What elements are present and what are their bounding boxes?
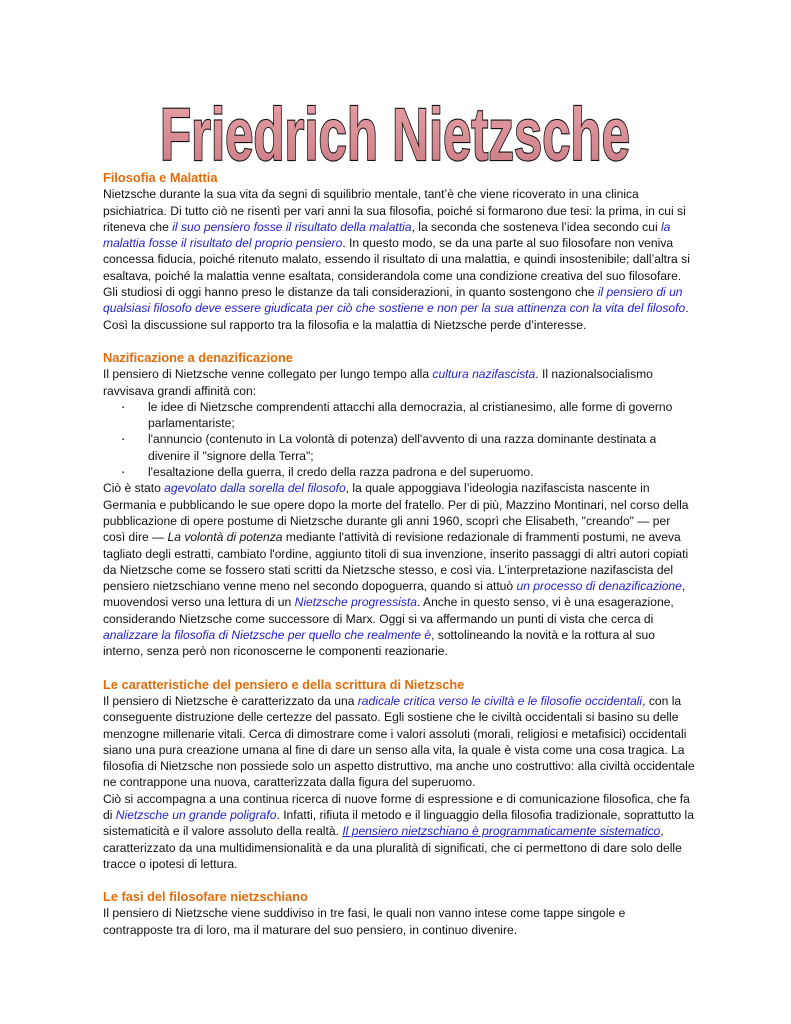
highlight-text: agevolato dalla sorella del filosofo — [164, 481, 346, 496]
title-banner — [0, 80, 791, 176]
text-run: . Anche in questo senso, vi è una esagerazione, considerando Nietzsche come successore di Marx. Oggi si va affermando un punti di vista che cerca di — [103, 595, 674, 626]
section-heading: Le fasi del filosofare nietzschiano — [103, 889, 308, 905]
highlight-text: analizzare la filosofia di Nietzsche per quello che realmente è — [103, 628, 432, 643]
highlight-text: Il pensiero nietzschiano è programmaticamente sistematico — [342, 824, 661, 839]
highlight-text: cultura nazifascista — [432, 367, 536, 382]
text-run: . Il nazionalsocialismo ravvisava grandi affinità con: — [103, 367, 653, 398]
section-heading: Nazificazione a denazificazione — [103, 349, 293, 365]
text-run: . Così la discussione sul rapporto tra la filosofia e la malattia di Nietzsche perde d’interesse. — [103, 301, 689, 332]
text-run: , sottolineando la novità e la rottura al suo interno, senza però non riconoscerne le componenti reazionarie. — [103, 628, 655, 659]
paragraph — [103, 693, 695, 791]
paragraph: Il pensiero di Nietzsche viene suddiviso in tre fasi, le quali non vanno intese come tappe singole e contrapposte tra di loro, ma il maturare del suo pensiero, in continuo divenire. — [103, 906, 626, 937]
text-run: , con la conseguente distruzione delle certezze del passato. Egli sostiene che le civiltà occidentali si basino su delle menzogne millenarie vitali. Cerca di dimostrare come i valori assoluti (morali, religiosi e metafisici) occidentali siano una pura creazione umana al fine di dare un senso alla vita, la quale è vista come una cosa tragica. La filosofia di Nietzsche non possiede solo un aspetto distruttivo, ma anche uno costruttivo: alla civiltà occidentale ne contrappone una nuova, caratterizzata dalla figura del superuomo. — [103, 693, 695, 790]
page-title: Friedrich Nietzsche — [160, 93, 630, 176]
text-run: , la quale appoggiava l’ideologia nazifascista nascente in Germania e pubblicando le sue opere dopo la morte del fratello. Per di più, Mazzino Montinari, nel corso della pubblicazione di opere postume di Nietzsche durante gli anni 1960, scoprì che Elisabeth, "creando" — per così dire — — [103, 481, 689, 545]
text-run: , caratterizzato da una multidimensionalità e da una pluralità di significati, che ci permettono di dare solo delle tracce o ipotesi di lettura. — [103, 824, 682, 871]
italic-text: La volontà di potenza — [167, 530, 283, 545]
text-run: Il pensiero di Nietzsche è caratterizzato da una — [103, 693, 358, 708]
highlight-text: radicale critica verso le civiltà e le filosofie occidentali — [357, 693, 643, 708]
section-heading: Le caratteristiche del pensiero e della scrittura di Nietzsche — [103, 676, 465, 692]
list-item: ▪ l'annuncio (contenuto in La volontà di potenza) dell'avvento di una razza dominante destinata a divenire il "signore della Terra"; — [148, 431, 695, 464]
text-run: Nietzsche durante la sua vita da segni di squilibrio mentale, tant’è che viene ricoverato in una clinica psichiatrica. Di tutto ciò ne risentì per vari anni la sua filosofia, poiché si formarono due tesi: la prima, in cui si riteneva che — [103, 187, 686, 234]
wordart-title — [155, 80, 635, 176]
text-run: Ciò si accompagna a una continua ricerca di nuove forme di espressione e di comunicazione filosofica, che fa di — [103, 791, 690, 822]
text-run: , la seconda che sosteneva l’idea secondo cui — [411, 219, 661, 234]
highlight-text: Nietzsche un grande poligrafo — [115, 807, 277, 822]
highlight-text: il pensiero di un qualsiasi filosofo deve essere giudicata per ciò che sostiene e non per la sua attinenza con la vita del filosofo — [103, 285, 686, 316]
section-caratteristiche — [103, 677, 695, 873]
text-run: Ciò è stato — [103, 481, 165, 496]
text-run: , muovendosi verso una lettura di un — [103, 579, 686, 610]
highlight-text: il suo pensiero fosse il risultato della malattia — [172, 219, 412, 234]
paragraph — [103, 791, 695, 872]
paragraph — [103, 186, 695, 333]
paragraph — [103, 480, 695, 659]
text-run: mediante l'attività di revisione redazionale di frammenti postumi, ne aveva tagliato degli estratti, cambiato l'ordine, aggiunto titoli di sua invenzione, inserito passaggi di altri autori copiati da Nietzsche come se fossero stati scritti da Nietzsche stesso, e così via. L’interpretazione nazifascista del pensiero nietzschiano venne meno nel secondo dopoguerra, quando si attuò — [103, 530, 689, 594]
bullet-list — [103, 399, 695, 480]
list-item: ▪ le idee di Nietzsche comprendenti attacchi alla democrazia, al cristianesimo, alle forme di governo parlamentariste; — [148, 399, 695, 432]
text-run: . In questo modo, se da una parte al suo filosofare non veniva concessa fiducia, poiché ritenuto malato, essendo il risultato di una malattia, e quindi insostenibile; dall’altra si esaltava, poiché la malattia venne esaltata, considerandola come una condizione creativa del suo filosofare. Gli studiosi di oggi hanno preso le distanze da tali considerazioni, in quanto sostengono che — [103, 236, 690, 300]
document-body — [103, 170, 695, 955]
section-heading: Filosofia e Malattia — [103, 170, 218, 185]
section-fasi — [103, 889, 695, 938]
text-run: . Infatti, rifiuta il metodo e il linguaggio della filosofia tradizionale, soprattutto la sistematicità e il valore assoluto della realtà. — [103, 807, 694, 839]
paragraph — [103, 366, 695, 399]
section-filosofia-malattia — [103, 170, 695, 333]
highlight-text: Nietzsche progressista — [294, 595, 417, 610]
highlight-text: un processo di denazificazione — [516, 579, 682, 594]
highlight-text: la malattia fosse il risultato del proprio pensiero — [103, 219, 671, 251]
section-nazificazione — [103, 350, 695, 660]
text-run: Il pensiero di Nietzsche venne collegato per lungo tempo alla — [103, 367, 433, 382]
list-item: ▪ l'esaltazione della guerra, il credo della razza padrona e del superuomo. — [148, 464, 695, 480]
